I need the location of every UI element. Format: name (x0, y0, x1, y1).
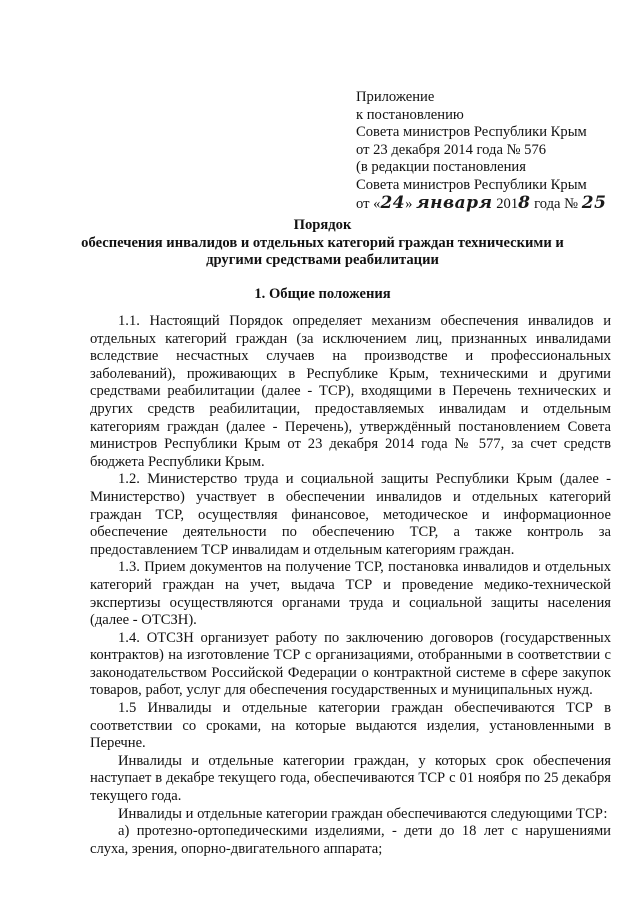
title-subtitle: обеспечения инвалидов и отдельных категорий граждан техническими и другими средствами реабилитации (81, 234, 564, 269)
paragraph: 1.4. ОТСЗН организует работу по заключению договоров (государственных контрактов) на изготовление ТСР с организациями, отобранными в соответствии с законодательством Российской Федерации о контрактной системе в сфере закупок товаров, работ, услуг для обеспечения государственных и муниципальных нужд. (90, 629, 611, 699)
section-heading: 1. Общие положения (254, 286, 391, 302)
date-prefix: от « (356, 195, 381, 212)
document-body (90, 313, 611, 858)
appendix-line: (в редакции постановления (356, 159, 526, 176)
document-title (60, 217, 585, 270)
handwritten-number: 25 (581, 192, 607, 213)
paragraph: 1.1. Настоящий Порядок определяет механизм обеспечения инвалидов и отдельных категорий граждан (за исключением лиц, признанных инвалидами вследствие несчастных случаев на производстве и профессиональных заболеваний), проживающих в Республике Крым, техническими и другими средствами реабилитации (далее - ТСР), входящими в Перечень технических и других средств реабилитации, предоставляемых инвалидам и отдельным категориям граждан (далее - Перечень), утверждённый постановлением Совета министров Республики Крым от 23 декабря 2014 года № 577, за счет средств бюджета Республики Крым. (90, 313, 611, 470)
paragraph: 1.3. Прием документов на получение ТСР, постановка инвалидов и отдельных категорий граждан на учет, выдача ТСР и проведение медико-технической экспертизы осуществляются органами труда и социальной защиты населения (далее - ОТСЗН). (90, 559, 611, 629)
appendix-line: Совета министров Республики Крым (356, 124, 587, 141)
date-year-prefix: 201 (492, 195, 519, 212)
handwritten-year-digit: 8 (518, 192, 531, 213)
paragraph: Инвалиды и отдельные категории граждан обеспечиваются следующими ТСР: (118, 805, 608, 822)
paragraph: 1.5 Инвалиды и отдельные категории граждан обеспечиваются ТСР в соответствии со сроками, на которые выдаются изделия, установленными в Перечне. (90, 700, 611, 752)
date-suffix: года № (530, 195, 582, 212)
handwritten-month: января (416, 192, 493, 213)
title-line: Порядок (293, 217, 352, 233)
appendix-line: к постановлению (356, 106, 464, 123)
handwritten-day: 24 (380, 192, 406, 213)
appendix-block (356, 89, 636, 212)
appendix-date-line (356, 192, 636, 213)
paragraph: 1.2. Министерство труда и социальной защиты Республики Крым (далее - Министерство) участвует в обеспечении инвалидов и отдельных категорий граждан ТСР, осуществляя финансовое, методическое и информационное обеспечение деятельности по обеспечению ТСР, а также контроль за предоставлением ТСР инвалидам и отдельным категориям граждан. (90, 471, 611, 558)
date-mid: » (405, 195, 417, 212)
paragraph: Инвалиды и отдельные категории граждан, у которых срок обеспечения наступает в декабре текущего года, обеспечиваются ТСР с 01 ноября по 25 декабря текущего года. (90, 752, 611, 805)
appendix-line: Приложение (356, 89, 435, 105)
appendix-line: Совета министров Республики Крым (356, 176, 587, 193)
appendix-line: от 23 декабря 2014 года № 576 (356, 141, 547, 158)
paragraph: а) протезно-ортопедическими изделиями, - дети до 18 лет с нарушениями слуха, зрения, опорно-двигательного аппарата; (90, 823, 611, 857)
